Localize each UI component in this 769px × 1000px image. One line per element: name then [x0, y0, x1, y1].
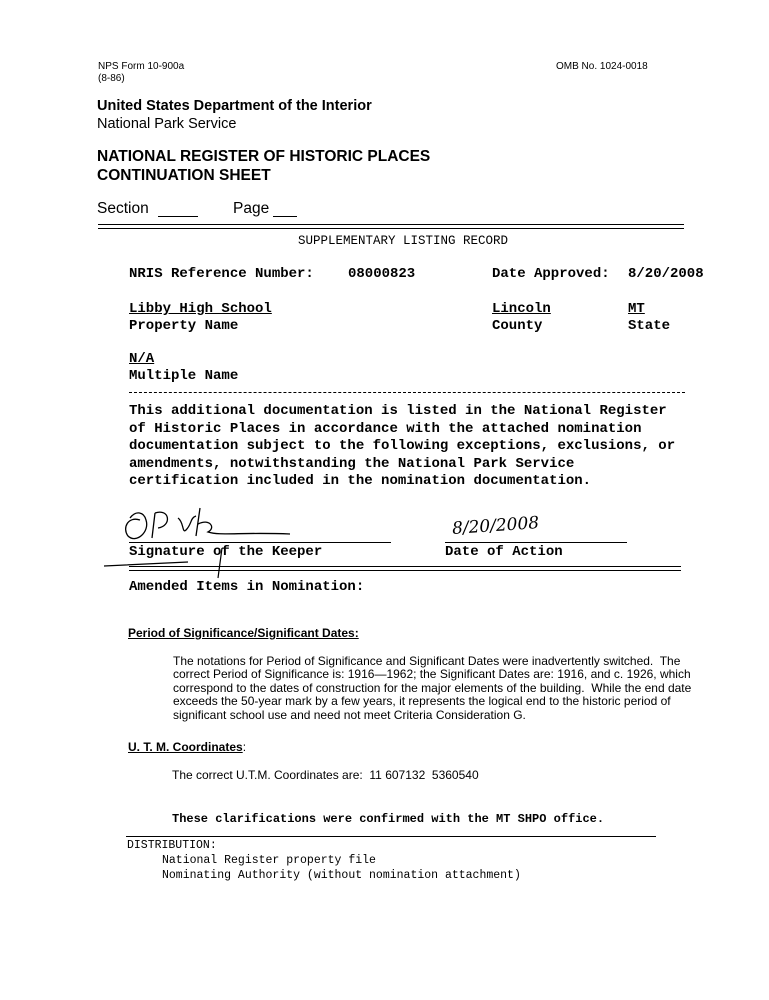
document-subtitle: CONTINUATION SHEET — [97, 167, 271, 184]
period-line: exceeds the 50-year mark by a few years, it represents the logical end to the historic period of — [173, 694, 671, 709]
header-separator — [98, 224, 684, 229]
county-label: County — [492, 318, 543, 334]
signature-separator — [129, 566, 681, 571]
omb-number: OMB No. 1024-0018 — [556, 61, 648, 72]
department-name: United States Department of the Interior — [97, 98, 372, 114]
state-value: MT — [628, 301, 645, 317]
period-line: correspond to the dates of construction for the major elements of the building. While the end date — [173, 680, 692, 695]
date-approved-value: 8/20/2008 — [628, 266, 704, 282]
distribution-item: Nominating Authority (without nomination attachment) — [162, 869, 521, 882]
date-approved-label: Date Approved: — [492, 266, 610, 282]
distribution-heading: DISTRIBUTION: — [127, 839, 217, 852]
amended-items-label: Amended Items in Nomination: — [129, 579, 365, 595]
statement-line: amendments, notwithstanding the National Park Service — [129, 455, 575, 472]
period-line: significant school use and need not meet Criteria Consideration G. — [173, 707, 526, 722]
property-name-label: Property Name — [129, 318, 239, 334]
section-blank — [158, 216, 198, 217]
state-label: State — [628, 318, 671, 334]
listing-statement — [129, 403, 675, 491]
form-date: (8-86) — [98, 73, 125, 84]
multiple-name-label: Multiple Name — [129, 368, 239, 384]
shpo-confirmation: These clarifications were confirmed with the MT SHPO office. — [172, 812, 605, 826]
signature-line — [129, 542, 391, 543]
statement-line: certification included in the nomination documentation. — [129, 473, 592, 490]
form-number: NPS Form 10-900a — [98, 61, 185, 72]
nris-value: 08000823 — [348, 266, 416, 282]
date-of-action-label: Date of Action — [445, 544, 563, 560]
page-label: Page — [233, 200, 270, 217]
date-of-action-line — [445, 542, 627, 543]
period-text — [173, 655, 691, 722]
period-heading: Period of Significance/Significant Dates: — [128, 626, 359, 640]
distribution-item: National Register property file — [162, 854, 376, 867]
keeper-signature — [100, 498, 400, 588]
signature-label: Signature of the Keeper — [129, 544, 323, 560]
nris-label: NRIS Reference Number: — [129, 266, 314, 282]
statement-line: documentation subject to the following exceptions, exclusions, or — [129, 438, 676, 455]
county-value: Lincoln — [492, 301, 551, 317]
distribution-rule — [126, 836, 656, 837]
agency-name: National Park Service — [97, 116, 237, 132]
multiple-name-value: N/A — [129, 351, 155, 367]
handwritten-action-date: 8/20/2008 — [451, 512, 540, 540]
utm-colon: : — [242, 740, 247, 754]
property-name-value: Libby High School — [129, 301, 272, 317]
section-label: Section — [97, 200, 149, 217]
statement-line: This additional documentation is listed in the National Register — [129, 403, 667, 419]
page-blank — [273, 216, 297, 217]
utm-heading-wrap — [128, 740, 246, 754]
utm-text: The correct U.T.M. Coordinates are: 11 607132 5360540 — [172, 768, 479, 782]
statement-line: of Historic Places in accordance with the attached nomination — [129, 420, 642, 437]
utm-heading: U. T. M. Coordinates — [128, 740, 243, 754]
period-line: The notations for Period of Significance and Significant Dates were inadvertently switched. The — [173, 654, 681, 668]
document-title: NATIONAL REGISTER OF HISTORIC PLACES — [97, 148, 431, 165]
statement-separator — [129, 392, 685, 393]
record-heading: SUPPLEMENTARY LISTING RECORD — [298, 234, 509, 248]
period-line: correct Period of Significance is: 1916—1962; the Significant Dates are: 1916, and c. 1926, which — [173, 667, 691, 682]
